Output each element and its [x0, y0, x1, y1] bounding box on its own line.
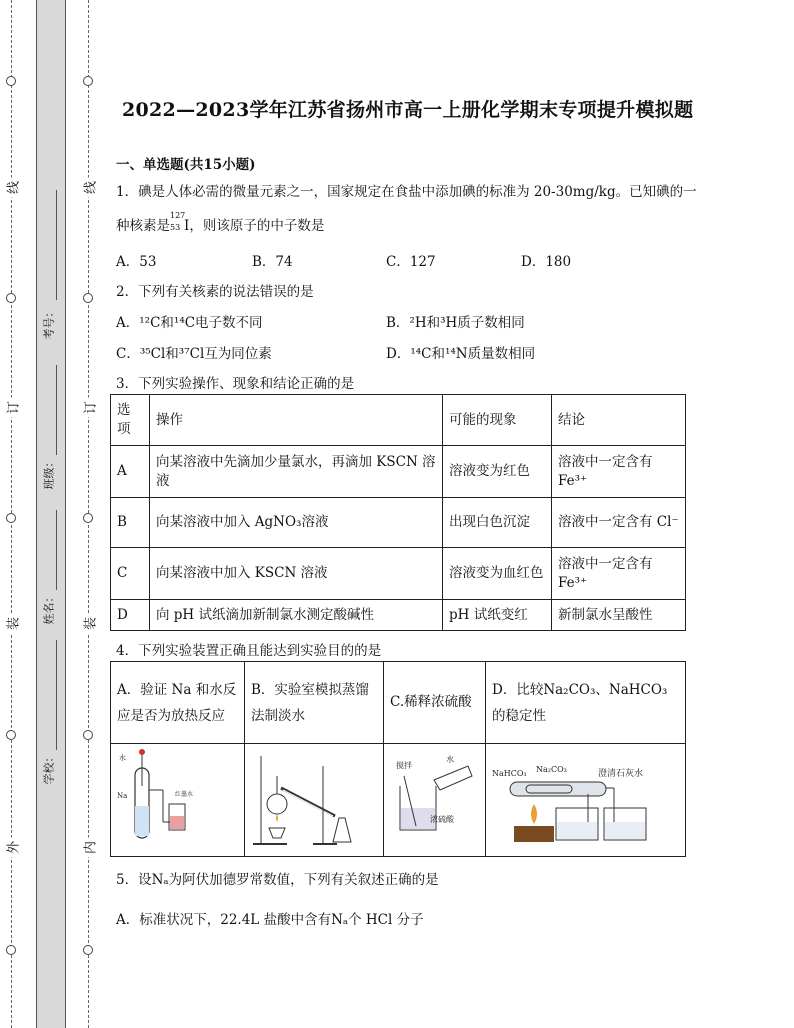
inner-word: 订 — [80, 398, 99, 418]
nuclide-mass: 127 — [170, 211, 186, 220]
binding-hole-icon — [6, 76, 16, 86]
label-stir: 搅拌 — [396, 761, 412, 770]
table-header: 操作 — [150, 395, 443, 446]
q2-option-a[interactable]: A．¹²C和¹⁴C电子数不同 — [116, 315, 263, 331]
table-cell: 溶液变为红色 — [443, 446, 552, 498]
label-nahco3: NaHCO₃ — [492, 769, 527, 778]
table-cell: 溶液中一定含有 Fe³⁺ — [552, 548, 686, 600]
outer-word: 订 — [3, 398, 22, 418]
na-water-apparatus-icon — [113, 746, 233, 850]
table-row — [111, 662, 686, 744]
q3-stem: 3．下列实验操作、现象和结论正确的是 — [116, 376, 355, 392]
table-cell: 向某溶液中加入 AgNO₃溶液 — [150, 498, 443, 548]
table-cell: 溶液中一定含有 Fe³⁺ — [552, 446, 686, 498]
q1-stem-line1: 1．碘是人体必需的微量元素之一，国家规定在食盐中添加碘的标准为 20-30mg/kg。已知碘的一 — [116, 184, 697, 200]
q2-option-d[interactable]: D．¹⁴C和¹⁴N质量数相同 — [386, 346, 536, 362]
exam-number-label: 考号： — [42, 306, 56, 340]
table-cell: C.稀释浓硫酸 — [384, 662, 486, 744]
table-cell: A — [111, 446, 150, 498]
label-water: 水 — [446, 755, 454, 764]
q2-option-b[interactable]: B．²H和³H质子数相同 — [386, 315, 525, 331]
class-field[interactable] — [56, 365, 57, 455]
table-cell: D．比较Na₂CO₃、NaHCO₃的稳定性 — [486, 662, 686, 744]
table-cell: A．验证 Na 和水反应是否为放热反应 — [111, 662, 245, 744]
table-header-row — [111, 395, 686, 446]
q1-stem-tail: ，则该原子的中子数是 — [189, 218, 325, 234]
table-cell: 溶液变为血红色 — [443, 548, 552, 600]
label-ink: 红墨水 — [175, 791, 194, 798]
table-cell: D — [111, 600, 150, 631]
table-header: 可能的现象 — [443, 395, 552, 446]
q1-option-b[interactable]: B．74 — [252, 254, 293, 270]
table-row — [111, 600, 686, 631]
table-cell: 向某溶液中加入 KSCN 溶液 — [150, 548, 443, 600]
table-row — [111, 744, 686, 857]
binding-hole-icon — [83, 513, 93, 523]
binding-hole-icon — [83, 293, 93, 303]
table-cell: B — [111, 498, 150, 548]
name-label: 姓名： — [42, 591, 56, 625]
inner-word: 装 — [80, 614, 99, 634]
class-label: 班级： — [42, 456, 56, 490]
table-cell: B．实验室模拟蒸馏法制淡水 — [245, 662, 384, 744]
outer-word: 外 — [3, 838, 22, 858]
apparatus-c-cell — [384, 744, 486, 857]
inner-word: 线 — [80, 178, 99, 198]
table-cell: C — [111, 548, 150, 600]
binding-hole-icon — [6, 513, 16, 523]
exam-number-field[interactable] — [56, 190, 57, 300]
q4-table — [110, 661, 686, 857]
page-title: 2022—2023学年江苏省扬州市高一上册化学期末专项提升模拟题 — [122, 99, 694, 121]
binding-margin — [0, 0, 100, 1028]
school-label: 学校： — [42, 751, 56, 785]
binding-hole-icon — [6, 293, 16, 303]
table-cell: 出现白色沉淀 — [443, 498, 552, 548]
binding-band — [36, 0, 66, 1028]
label-na: Na — [117, 792, 128, 800]
binding-hole-icon — [6, 945, 16, 955]
section-heading: 一、单选题(共15小题) — [116, 157, 256, 173]
q1-stem-line2 — [116, 211, 325, 234]
table-header: 选项 — [111, 395, 150, 446]
apparatus-b-cell — [245, 744, 384, 857]
table-cell: 溶液中一定含有 Cl⁻ — [552, 498, 686, 548]
q5-stem: 5．设Nₐ为阿伏加德罗常数值，下列有关叙述正确的是 — [116, 872, 439, 888]
apparatus-a-cell — [111, 744, 245, 857]
table-header: 结论 — [552, 395, 686, 446]
binding-hole-icon — [83, 945, 93, 955]
q2-stem: 2．下列有关核素的说法错误的是 — [116, 284, 314, 300]
label-water: 水 — [119, 754, 126, 762]
nuclide-z: 53 — [170, 223, 181, 232]
q3-table — [110, 394, 686, 631]
table-row — [111, 498, 686, 548]
q5-option-a[interactable]: A．标准状况下，22.4L 盐酸中含有Nₐ个 HCl 分子 — [116, 912, 424, 928]
apparatus-d-cell — [486, 744, 686, 857]
outer-word: 线 — [3, 178, 22, 198]
outer-word: 装 — [3, 614, 22, 634]
binding-hole-icon — [6, 730, 16, 740]
q1-option-a[interactable]: A．53 — [116, 254, 157, 270]
inner-word: 内 — [80, 838, 99, 858]
school-field[interactable] — [56, 640, 57, 750]
binding-hole-icon — [83, 730, 93, 740]
name-field[interactable] — [56, 510, 57, 590]
table-cell: 新制氯水呈酸性 — [552, 600, 686, 631]
table-row — [111, 548, 686, 600]
q1-option-c[interactable]: C．127 — [386, 254, 436, 270]
q2-option-c[interactable]: C．³⁵Cl和³⁷Cl互为同位素 — [116, 346, 272, 362]
table-cell: 向 pH 试纸滴加新制氯水测定酸碱性 — [150, 600, 443, 631]
label-limewater: 澄清石灰水 — [598, 769, 644, 779]
label-na2co3: Na₂CO₃ — [536, 765, 567, 774]
table-row — [111, 446, 686, 498]
dilution-apparatus-icon — [386, 746, 478, 850]
distillation-apparatus-icon — [247, 746, 371, 850]
nuclide-symbol: I — [184, 218, 190, 234]
binding-hole-icon — [83, 76, 93, 86]
q1-stem-text: 种核素是 — [116, 218, 170, 234]
q1-option-d[interactable]: D．180 — [521, 254, 572, 270]
thermal-stability-apparatus-icon — [488, 746, 678, 850]
table-cell: pH 试纸变红 — [443, 600, 552, 631]
q4-stem: 4．下列实验装置正确且能达到实验目的的是 — [116, 643, 382, 659]
table-cell: 向某溶液中先滴加少量氯水，再滴加 KSCN 溶液 — [150, 446, 443, 498]
label-acid: 浓硫酸 — [430, 815, 454, 824]
